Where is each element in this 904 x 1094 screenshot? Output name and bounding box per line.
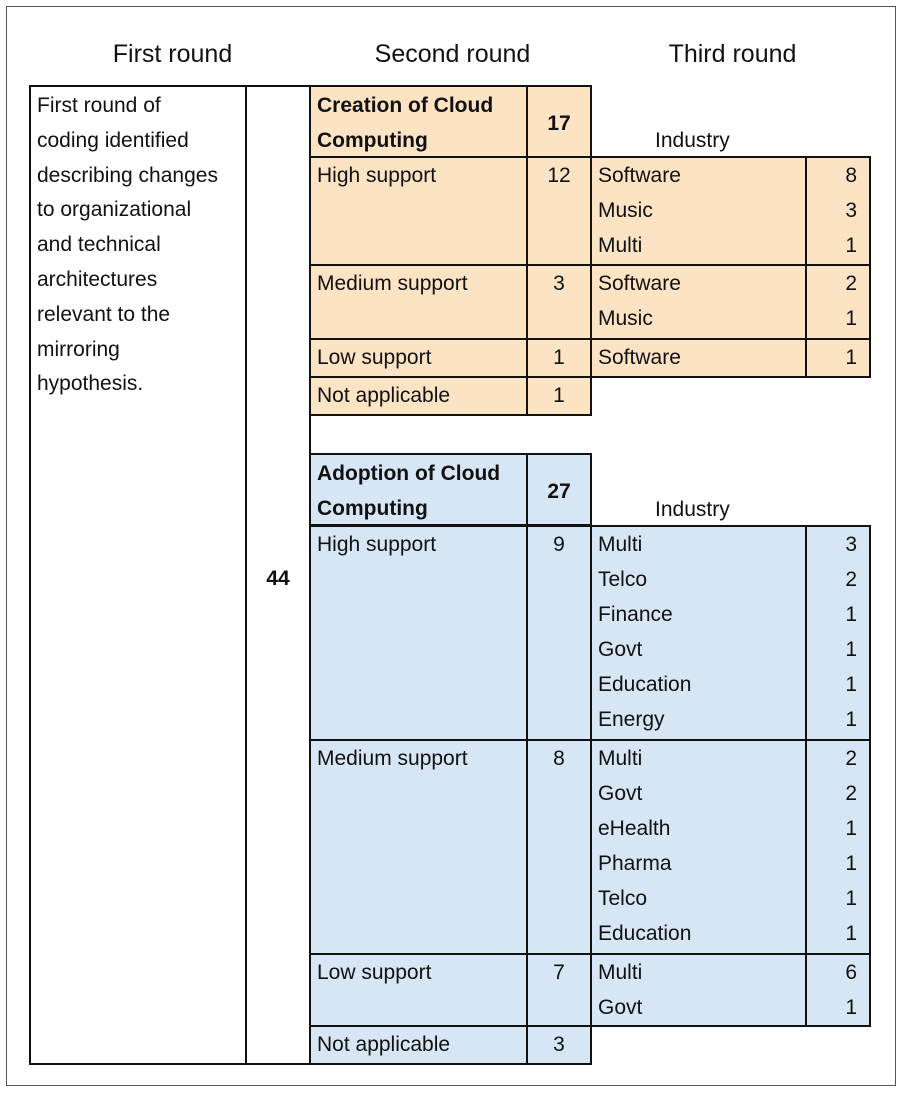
description-line: to organizational bbox=[37, 198, 192, 222]
creation-high-support-label: High support bbox=[309, 156, 528, 266]
industry-name: Govt bbox=[598, 782, 643, 805]
creation-title-cell bbox=[309, 85, 528, 158]
description-line: describing changes bbox=[37, 163, 218, 187]
description-line: relevant to the bbox=[37, 302, 171, 326]
creation-title-line: Computing bbox=[317, 129, 428, 152]
adoption-title-line: Adoption of Cloud bbox=[317, 462, 501, 485]
industry-name: Music bbox=[598, 307, 653, 330]
adoption-not-applicable-label: Not applicable bbox=[309, 1025, 528, 1065]
adoption-high-support-count: 9 bbox=[526, 525, 592, 741]
creation-low-support-count: 1 bbox=[526, 338, 592, 378]
industry-count: 6 bbox=[845, 961, 857, 984]
creation-title bbox=[311, 87, 526, 158]
industry-name: Finance bbox=[598, 603, 673, 626]
adoption-high-support-industries bbox=[590, 525, 807, 741]
industry-count: 1 bbox=[845, 887, 857, 910]
creation-total-cell bbox=[526, 85, 592, 158]
industry-name: Pharma bbox=[598, 852, 672, 875]
creation-high-support-count: 12 bbox=[526, 156, 592, 266]
adoption-title-cell bbox=[309, 453, 528, 526]
industry-name: Multi bbox=[598, 747, 643, 770]
adoption-total-cell bbox=[526, 453, 592, 526]
industry-count: 1 bbox=[845, 996, 857, 1019]
adoption-medium-support-industries bbox=[590, 739, 807, 955]
industry-count: 1 bbox=[845, 817, 857, 840]
industry-count: 1 bbox=[845, 708, 857, 731]
industry-name: Music bbox=[598, 199, 653, 222]
industry-name: Govt bbox=[598, 996, 643, 1019]
adoption-high-support-industry-counts bbox=[805, 525, 871, 741]
industry-name: Multi bbox=[598, 533, 643, 556]
industry-name: Telco bbox=[598, 887, 648, 910]
industry-name: Education bbox=[598, 673, 692, 696]
creation-medium-support-industry-counts bbox=[805, 264, 871, 340]
adoption-high-support-label: High support bbox=[309, 525, 528, 741]
creation-low-support-industries bbox=[590, 338, 807, 378]
adoption-low-support-industry-counts bbox=[805, 953, 871, 1027]
adoption-low-support-count: 7 bbox=[526, 953, 592, 1027]
description-line: and technical bbox=[37, 233, 161, 257]
description-line: mirroring bbox=[37, 337, 120, 361]
adoption-not-applicable-count: 3 bbox=[526, 1025, 592, 1065]
adoption-industry-label: Industry bbox=[655, 498, 730, 521]
industry-count: 2 bbox=[845, 782, 857, 805]
first-round-description-cell bbox=[29, 85, 247, 1065]
header-third-round: Third round bbox=[668, 40, 797, 68]
industry-count: 1 bbox=[845, 234, 857, 257]
creation-low-support-label: Low support bbox=[309, 338, 528, 378]
adoption-low-support-label: Low support bbox=[309, 953, 528, 1027]
description-line: coding identified bbox=[37, 128, 189, 152]
industry-name: Multi bbox=[598, 234, 643, 257]
creation-medium-support-industries bbox=[590, 264, 807, 340]
industry-count: 1 bbox=[845, 852, 857, 875]
industry-count: 1 bbox=[845, 307, 857, 330]
industry-name: Software bbox=[598, 164, 681, 187]
industry-count: 2 bbox=[845, 747, 857, 770]
first-round-total: 44 bbox=[266, 567, 290, 590]
industry-count: 1 bbox=[845, 673, 857, 696]
industry-name: Software bbox=[598, 346, 681, 369]
industry-count: 3 bbox=[845, 533, 857, 556]
industry-count: 1 bbox=[845, 922, 857, 945]
header-first-round: First round bbox=[112, 40, 233, 68]
industry-count: 1 bbox=[845, 346, 857, 369]
industry-name: Software bbox=[598, 272, 681, 295]
industry-count: 1 bbox=[845, 603, 857, 626]
adoption-medium-support-label: Medium support bbox=[309, 739, 528, 955]
description-line: hypothesis. bbox=[37, 372, 144, 396]
adoption-medium-support-count: 8 bbox=[526, 739, 592, 955]
industry-count: 3 bbox=[845, 199, 857, 222]
creation-not-applicable-count: 1 bbox=[526, 376, 592, 416]
creation-not-applicable-label: Not applicable bbox=[309, 376, 528, 416]
adoption-low-support-industries bbox=[590, 953, 807, 1027]
description-line: First round of bbox=[37, 94, 161, 117]
first-round-total-cell bbox=[245, 85, 311, 1065]
creation-medium-support-count: 3 bbox=[526, 264, 592, 340]
adoption-title bbox=[311, 455, 526, 526]
industry-count: 2 bbox=[845, 272, 857, 295]
adoption-title-line: Computing bbox=[317, 497, 428, 520]
creation-medium-support-label: Medium support bbox=[309, 264, 528, 340]
first-round-description bbox=[31, 87, 245, 402]
creation-title-line: Creation of Cloud bbox=[317, 94, 494, 117]
creation-industry-label: Industry bbox=[655, 129, 730, 152]
adoption-total: 27 bbox=[547, 480, 571, 503]
creation-total: 17 bbox=[547, 112, 571, 135]
creation-high-support-industries bbox=[590, 156, 807, 266]
header-second-round: Second round bbox=[374, 40, 531, 68]
industry-name: Telco bbox=[598, 568, 648, 591]
industry-name: Energy bbox=[598, 708, 665, 731]
creation-low-support-industry-counts bbox=[805, 338, 871, 378]
description-line: architectures bbox=[37, 267, 158, 291]
adoption-medium-support-industry-counts bbox=[805, 739, 871, 955]
industry-count: 8 bbox=[845, 164, 857, 187]
industry-name: Multi bbox=[598, 961, 643, 984]
industry-name: Govt bbox=[598, 638, 643, 661]
industry-count: 1 bbox=[845, 638, 857, 661]
industry-count: 2 bbox=[845, 568, 857, 591]
industry-name: Education bbox=[598, 922, 692, 945]
creation-high-support-industry-counts bbox=[805, 156, 871, 266]
industry-name: eHealth bbox=[598, 817, 671, 840]
